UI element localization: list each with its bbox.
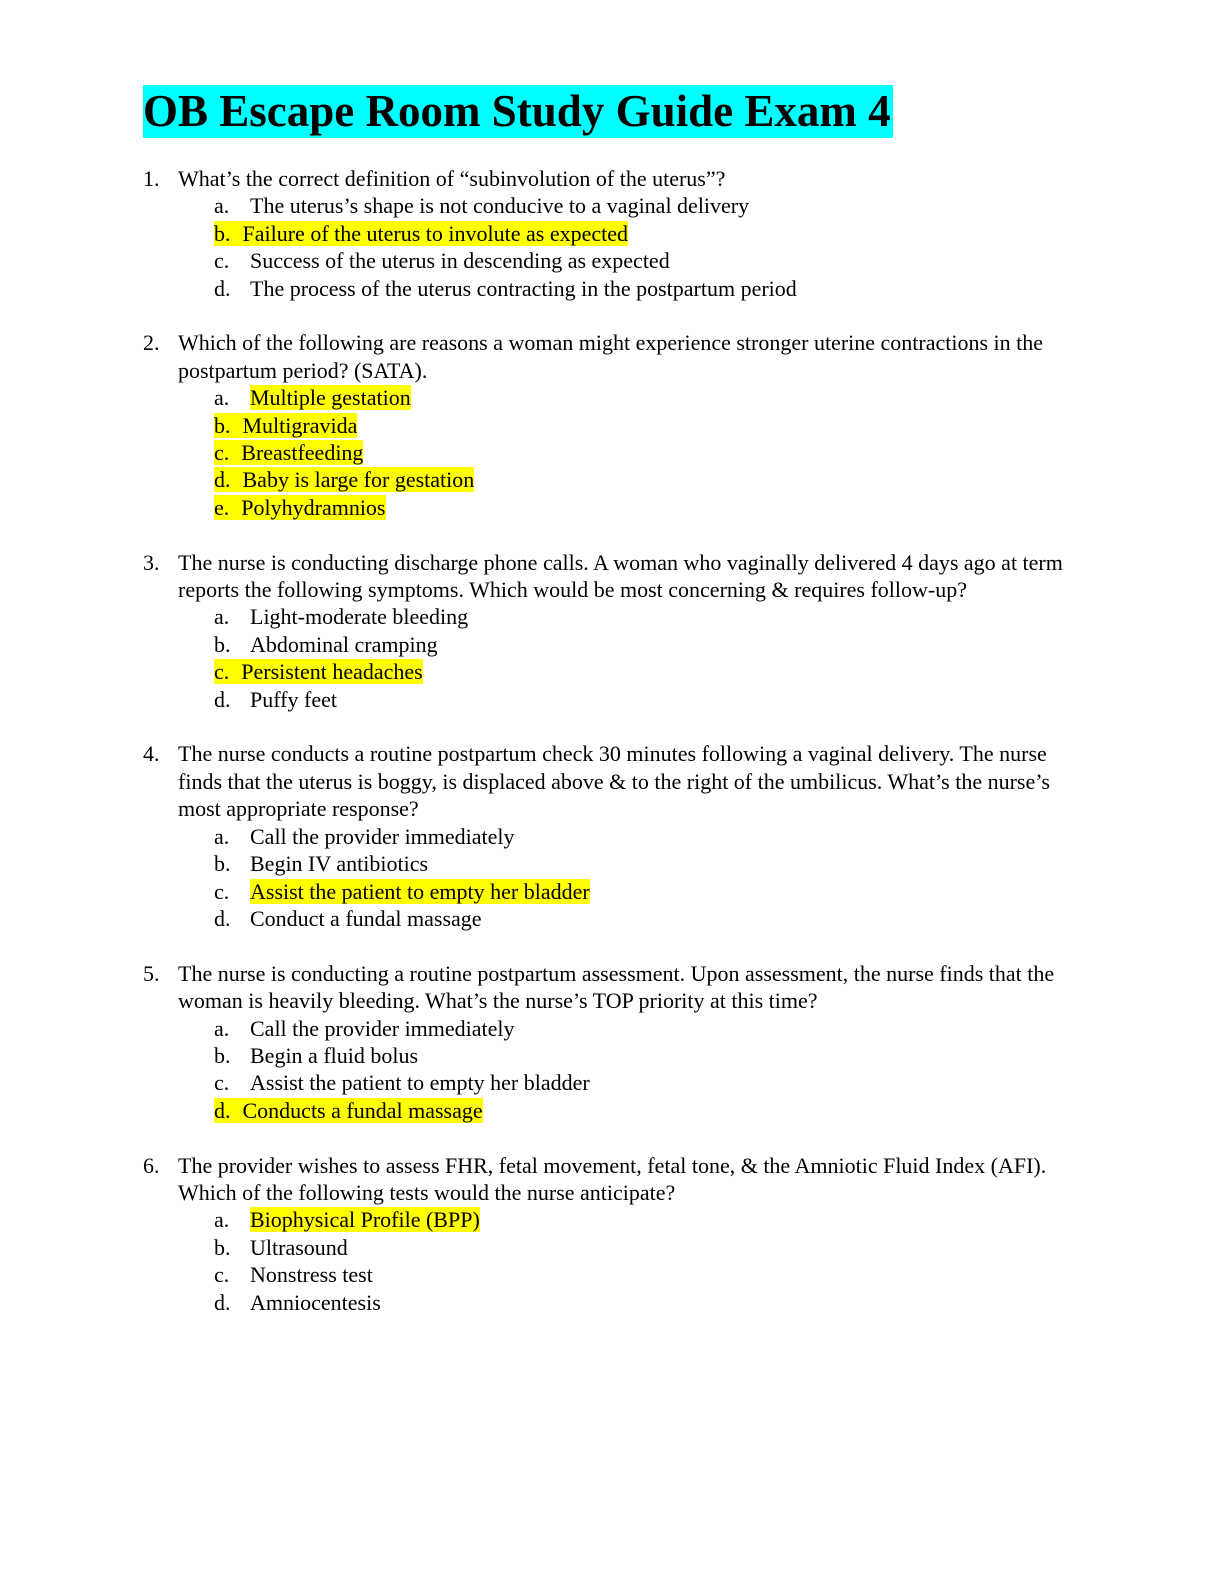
option-letter: e. bbox=[214, 494, 230, 520]
highlighted-answer bbox=[214, 467, 474, 492]
highlighted-answer bbox=[214, 413, 357, 438]
answer-option bbox=[143, 878, 1083, 905]
option-letter: a. bbox=[214, 604, 230, 630]
question-text: Which of the following are reasons a woman might experience stronger uterine contractions in the postpartum period? (SATA). bbox=[178, 330, 1044, 383]
answer-option bbox=[143, 1042, 1083, 1069]
answer-option bbox=[143, 850, 1083, 877]
option-text: Breastfeeding bbox=[241, 440, 364, 466]
question-text: The nurse conducts a routine postpartum check 30 minutes following a vaginal delivery. The nurse finds that the uterus is boggy, is displaced above & to the right of the umbilicus. What’s the nurse’s most appropriate response? bbox=[178, 741, 1050, 822]
answer-option bbox=[143, 603, 1083, 630]
option-letter: d. bbox=[214, 686, 231, 712]
highlighted-answer bbox=[214, 1098, 483, 1123]
option-text: The uterus’s shape is not conducive to a vaginal delivery bbox=[250, 193, 750, 219]
question-3 bbox=[143, 549, 1083, 713]
answer-option bbox=[143, 247, 1083, 274]
option-letter: d. bbox=[214, 275, 231, 301]
question-number: 6. bbox=[143, 1152, 160, 1178]
question-text: What’s the correct definition of “subinvolution of the uterus”? bbox=[178, 166, 726, 191]
answer-option bbox=[143, 1261, 1083, 1288]
option-text: Assist the patient to empty her bladder bbox=[250, 878, 590, 904]
answer-option bbox=[143, 1289, 1083, 1316]
question-6 bbox=[143, 1152, 1083, 1316]
answer-option bbox=[143, 1015, 1083, 1042]
highlighted-answer bbox=[214, 440, 363, 465]
answer-option bbox=[143, 384, 1083, 411]
option-text: Call the provider immediately bbox=[250, 823, 515, 849]
option-text: Conducts a fundal massage bbox=[242, 1097, 483, 1123]
option-text: Puffy feet bbox=[250, 686, 337, 712]
option-letter: c. bbox=[214, 1070, 230, 1096]
option-text: Assist the patient to empty her bladder bbox=[250, 1070, 590, 1096]
option-letter: d. bbox=[214, 1289, 231, 1315]
option-text: Abdominal cramping bbox=[250, 631, 438, 657]
option-letter: c. bbox=[214, 248, 230, 274]
option-text: Begin IV antibiotics bbox=[250, 851, 429, 877]
option-letter: d. bbox=[214, 905, 231, 931]
question-number: 5. bbox=[143, 960, 160, 986]
question-text: The nurse is conducting discharge phone calls. A woman who vaginally delivered 4 days ago at term reports the following symptoms. Which would be most concerning & requires follow-up? bbox=[178, 549, 1063, 603]
question-list bbox=[143, 165, 1083, 1343]
option-text: Multigravida bbox=[242, 412, 358, 438]
highlighted-answer bbox=[214, 659, 423, 684]
option-text: Success of the uterus in descending as expected bbox=[250, 248, 670, 274]
answer-option bbox=[143, 631, 1083, 658]
answer-option bbox=[143, 1234, 1083, 1261]
question-number: 4. bbox=[143, 741, 160, 767]
answer-option bbox=[143, 686, 1083, 713]
option-text: Multiple gestation bbox=[250, 385, 411, 411]
option-letter: c. bbox=[214, 1262, 230, 1288]
question-text: The provider wishes to assess FHR, fetal movement, fetal tone, & the Amniotic Fluid Index (AFI). Which of the following tests would the nurse anticipate? bbox=[178, 1152, 1047, 1205]
option-letter: a. bbox=[214, 1015, 230, 1041]
option-text: Begin a fluid bolus bbox=[250, 1042, 419, 1068]
option-text: Light-moderate bleeding bbox=[250, 604, 469, 630]
answer-option bbox=[143, 823, 1083, 850]
question-1 bbox=[143, 165, 1083, 302]
option-text: Call the provider immediately bbox=[250, 1015, 515, 1041]
option-letter: d. bbox=[214, 467, 231, 493]
option-letter: b. bbox=[214, 631, 231, 657]
option-text: Conduct a fundal massage bbox=[250, 905, 482, 931]
option-letter: c. bbox=[214, 440, 230, 466]
option-letter: a. bbox=[214, 193, 230, 219]
question-5 bbox=[143, 960, 1083, 1124]
answer-option bbox=[143, 192, 1083, 219]
question-text: The nurse is conducting a routine postpartum assessment. Upon assessment, the nurse finds that the woman is heavily bleeding. What’s the nurse’s TOP priority at this time? bbox=[178, 960, 1055, 1014]
question-number: 1. bbox=[143, 166, 160, 191]
option-letter: a. bbox=[214, 823, 230, 849]
option-letter: b. bbox=[214, 412, 231, 438]
option-text: Baby is large for gestation bbox=[242, 467, 475, 493]
option-text: Failure of the uterus to involute as expected bbox=[242, 220, 628, 246]
option-letter: b. bbox=[214, 1234, 231, 1260]
option-text: Nonstress test bbox=[250, 1262, 373, 1288]
option-text: Ultrasound bbox=[250, 1234, 348, 1260]
option-letter: c. bbox=[214, 659, 230, 685]
option-letter: d. bbox=[214, 1097, 231, 1123]
option-text: Polyhydramnios bbox=[241, 494, 386, 520]
answer-option bbox=[143, 1206, 1083, 1233]
question-number: 2. bbox=[143, 330, 160, 356]
option-text: The process of the uterus contracting in the postpartum period bbox=[250, 275, 797, 301]
answer-option bbox=[143, 412, 1083, 439]
option-letter: a. bbox=[214, 1207, 230, 1233]
answer-option bbox=[143, 494, 1083, 521]
answer-option bbox=[143, 658, 1083, 685]
answer-option bbox=[143, 439, 1083, 466]
option-letter: c. bbox=[214, 878, 230, 904]
answer-option bbox=[143, 275, 1083, 302]
option-text: Amniocentesis bbox=[250, 1289, 381, 1315]
option-letter: b. bbox=[214, 1042, 231, 1068]
question-number: 3. bbox=[143, 549, 160, 575]
question-4 bbox=[143, 740, 1083, 932]
option-letter: b. bbox=[214, 851, 231, 877]
option-letter: a. bbox=[214, 385, 230, 411]
option-text: Biophysical Profile (BPP) bbox=[250, 1207, 480, 1233]
option-letter: b. bbox=[214, 220, 231, 246]
highlighted-answer bbox=[214, 495, 386, 520]
answer-option bbox=[143, 905, 1083, 932]
highlighted-answer bbox=[214, 221, 628, 246]
document-title: OB Escape Room Study Guide Exam 4 bbox=[143, 86, 891, 136]
answer-option bbox=[143, 1069, 1083, 1096]
answer-option bbox=[143, 1097, 1083, 1124]
option-text: Persistent headaches bbox=[241, 659, 423, 685]
answer-option bbox=[143, 220, 1083, 247]
question-2 bbox=[143, 329, 1083, 521]
answer-option bbox=[143, 466, 1083, 493]
